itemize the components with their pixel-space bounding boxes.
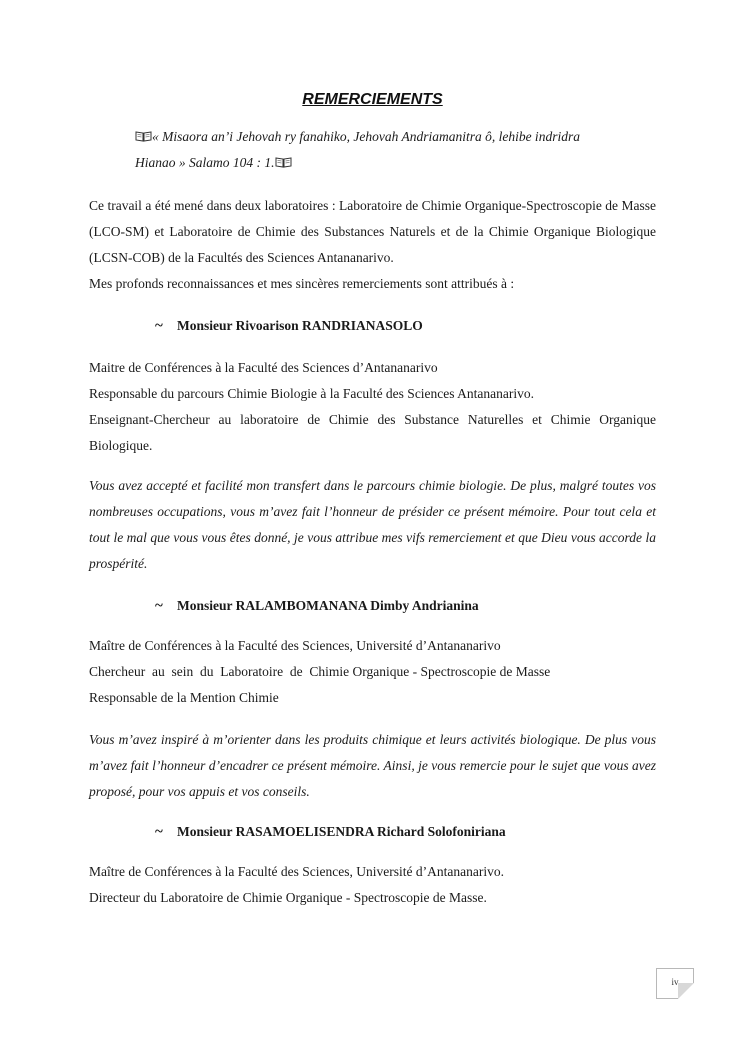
person-message: Vous m’avez inspiré à m’orienter dans les produits chimique et leurs activités biologique. De plus vous m’avez fait l’honneur d’encadrer ce présent mémoire. Ainsi, je vous remercie pour le sujet que vous avez proposé, pour vos appuis et vos conseils.: [89, 732, 656, 799]
quote-text-2: Hianao » Salamo 104 : 1.: [135, 155, 275, 170]
intro-line: Mes profonds reconnaissances et mes sincères remerciements sont attribués à :: [89, 276, 515, 291]
role-line: Maitre de Conférences à la Faculté des Sciences d’Antananarivo: [89, 360, 438, 375]
role-line: Directeur du Laboratoire de Chimie Organique - Spectroscopie de Masse.: [89, 890, 487, 905]
tilde-bullet-icon: ~: [155, 318, 163, 334]
page-fold-icon: [678, 983, 694, 999]
quote-line-1: [135, 124, 656, 150]
person-message: Vous avez accepté et facilité mon transfert dans le parcours chimie biologie. De plus, malgré toutes vos nombreuses occupations, vous m’avez fait l’honneur de présider ce présent mémoire. Pour tout cela et tout le mal que vous vous êtes donné, je vous attribue mes vifs remerciement et que Dieu vous accorde la prospérité.: [89, 478, 656, 571]
person-roles: [89, 633, 656, 711]
person-heading: [155, 318, 423, 335]
bible-quote: [135, 124, 656, 176]
page-number-box: [656, 968, 694, 999]
person-name: Monsieur RALAMBOMANANA Dimby Andrianina: [177, 598, 479, 613]
role-line: Responsable du parcours Chimie Biologie à la Faculté des Sciences Antananarivo.: [89, 386, 535, 401]
tilde-bullet-icon: ~: [155, 824, 163, 840]
page-number: iv: [671, 977, 679, 987]
role-line: Enseignant-Chercheur au laboratoire de Chimie des Substance Naturelles et Chimie Organique Biologique.: [89, 412, 656, 453]
intro-paragraph: Ce travail a été mené dans deux laboratoires : Laboratoire de Chimie Organique-Spectroscopie de Masse (LCO-SM) et Laboratoire de Chimie des Substances Naturels et de la Chimie Organique Biologique (LCSN-COB) de la Facultés des Sciences Antananarivo.: [89, 198, 656, 265]
quote-text-1: « Misaora an’i Jehovah ry fanahiko, Jehovah Andriamanitra ô, lehibe indridra: [152, 129, 580, 144]
person-roles: [89, 859, 656, 911]
person-roles: [89, 355, 656, 459]
quote-line-2: [135, 150, 656, 176]
open-book-icon: [275, 156, 292, 168]
person-heading: [155, 824, 506, 841]
page-title: REMERCIEMENTS: [302, 91, 443, 108]
role-line: Responsable de la Mention Chimie: [89, 690, 279, 705]
tilde-bullet-icon: ~: [155, 598, 163, 614]
person-name: Monsieur RASAMOELISENDRA Richard Solofoniriana: [177, 824, 506, 839]
person-name: Monsieur Rivoarison RANDRIANASOLO: [177, 318, 423, 333]
role-line: Maître de Conférences à la Faculté des Sciences, Université d’Antananarivo: [89, 638, 501, 653]
open-book-icon: [135, 130, 152, 142]
person-heading: [155, 598, 479, 615]
role-line: Maître de Conférences à la Faculté des Sciences, Université d’Antananarivo.: [89, 864, 504, 879]
role-line: Chercheur au sein du Laboratoire de Chimie Organique - Spectroscopie de Masse: [89, 664, 551, 679]
